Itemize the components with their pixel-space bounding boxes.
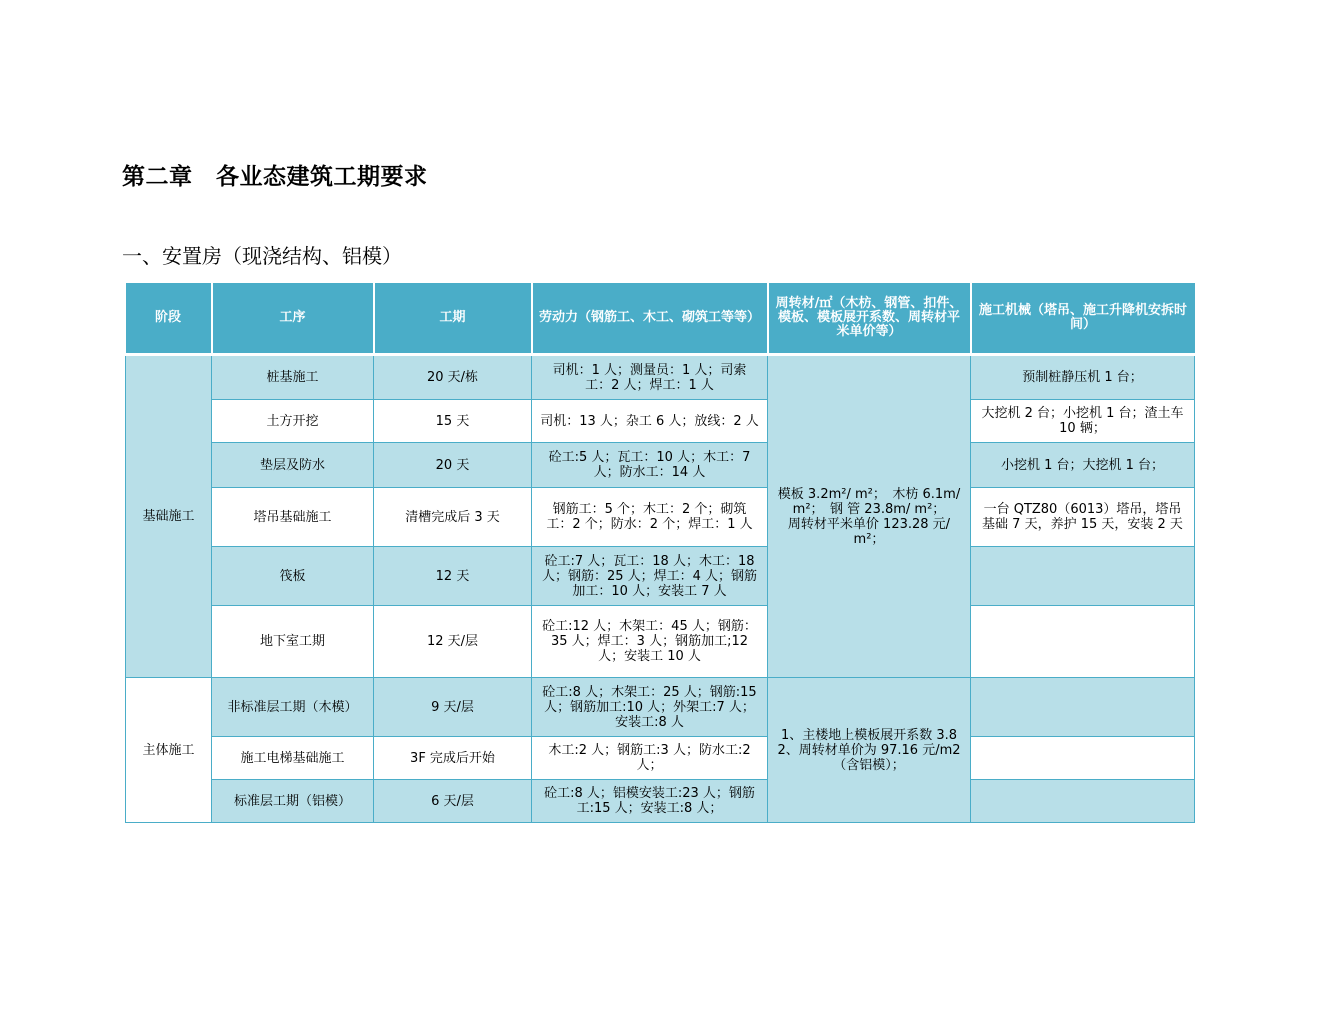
labor-cell: 司机：13 人；杂工 6 人；放线：2 人: [532, 400, 768, 443]
duration-cell: 20 天/栋: [374, 355, 532, 400]
chapter-title: 第二章 各业态建筑工期要求: [122, 164, 428, 190]
process-cell: 塔吊基础施工: [212, 488, 374, 547]
header-machinery: 施工机械（塔吊、施工升降机安拆时间）: [971, 283, 1195, 355]
header-stage: 阶段: [126, 283, 212, 355]
machinery-cell: 一台 QTZ80（6013）塔吊，塔吊 基础 7 天，养护 15 天，安装 2 天: [971, 488, 1195, 547]
labor-cell: 砼工:5 人；瓦工：10 人；木工：7 人；防水工：14 人: [532, 443, 768, 488]
labor-cell: 砼工:8 人；木架工：25 人；钢筋:15 人；钢筋加工:10 人；外架工:7 人；安装工:8 人: [532, 678, 768, 737]
process-cell: 非标准层工期（木模）: [212, 678, 374, 737]
duration-cell: 12 天/层: [374, 606, 532, 678]
header-materials: 周转材/㎡（木枋、钢管、扣件、模板、模板展开系数、周转材平米单价等）: [768, 283, 971, 355]
table-row: [126, 780, 1195, 823]
labor-cell: 木工:2 人；钢筋工:3 人；防水工:2 人；: [532, 737, 768, 780]
labor-cell: 砼工:12 人；木架工：45 人；钢筋：35 人；焊工：3 人；钢筋加工;12 人；安装工 10 人: [532, 606, 768, 678]
duration-cell: 12 天: [374, 547, 532, 606]
labor-cell: 砼工:7 人；瓦工：18 人；木工：18 人；钢筋：25 人；焊工：4 人；钢筋加工：10 人；安装工 7 人: [532, 547, 768, 606]
duration-cell: 20 天: [374, 443, 532, 488]
stage-cell-main: 主体施工: [126, 678, 212, 823]
process-cell: 施工电梯基础施工: [212, 737, 374, 780]
machinery-cell: [971, 547, 1195, 606]
materials-cell-main: 1、主楼地上模板展开系数 3.8 2、周转材单价为 97.16 元/m2（含铝模）；: [768, 678, 971, 823]
duration-cell: 清槽完成后 3 天: [374, 488, 532, 547]
header-process: 工序: [212, 283, 374, 355]
machinery-cell: 预制桩静压机 1 台；: [971, 355, 1195, 400]
table-header-row: [126, 283, 1195, 355]
process-cell: 筏板: [212, 547, 374, 606]
duration-cell: 3F 完成后开始: [374, 737, 532, 780]
machinery-cell: [971, 606, 1195, 678]
table-row: [126, 606, 1195, 678]
section-title-main: 一、安置房: [122, 244, 222, 268]
materials-cell-foundation: 模板 3.2m²/ m²； 木枋 6.1m/ m²； 钢 管 23.8m/ m²； 周转材平米单价 123.28 元/ m²；: [768, 355, 971, 678]
section-title: [122, 240, 402, 269]
labor-cell: 钢筋工：5 个；木工：2 个；砌筑工：2 个；防水：2 个；焊工：1 人: [532, 488, 768, 547]
labor-cell: 司机：1 人；测量员：1 人；司索工：2 人；焊工：1 人: [532, 355, 768, 400]
duration-cell: 6 天/层: [374, 780, 532, 823]
machinery-cell: 大挖机 2 台；小挖机 1 台；渣土车 10 辆；: [971, 400, 1195, 443]
machinery-cell: 小挖机 1 台；大挖机 1 台；: [971, 443, 1195, 488]
table-row: [126, 355, 1195, 400]
section-subtitle: （现浇结构、铝模）: [222, 244, 402, 268]
duration-cell: 15 天: [374, 400, 532, 443]
table-row: [126, 547, 1195, 606]
table-row: [126, 443, 1195, 488]
machinery-cell: [971, 678, 1195, 737]
table-row: [126, 678, 1195, 737]
process-cell: 地下室工期: [212, 606, 374, 678]
machinery-cell: [971, 780, 1195, 823]
process-cell: 桩基施工: [212, 355, 374, 400]
machinery-cell: [971, 737, 1195, 780]
duration-cell: 9 天/层: [374, 678, 532, 737]
table-row: [126, 737, 1195, 780]
process-cell: 垫层及防水: [212, 443, 374, 488]
table-row: [126, 488, 1195, 547]
process-cell: 土方开挖: [212, 400, 374, 443]
labor-cell: 砼工:8 人；铝模安装工:23 人；钢筋工:15 人；安装工:8 人；: [532, 780, 768, 823]
header-labor: 劳动力（钢筋工、木工、砌筑工等等）: [532, 283, 768, 355]
stage-cell-foundation: 基础施工: [126, 355, 212, 678]
process-cell: 标准层工期（铝模）: [212, 780, 374, 823]
header-duration: 工期: [374, 283, 532, 355]
schedule-table: [125, 283, 1195, 823]
table-row: [126, 400, 1195, 443]
